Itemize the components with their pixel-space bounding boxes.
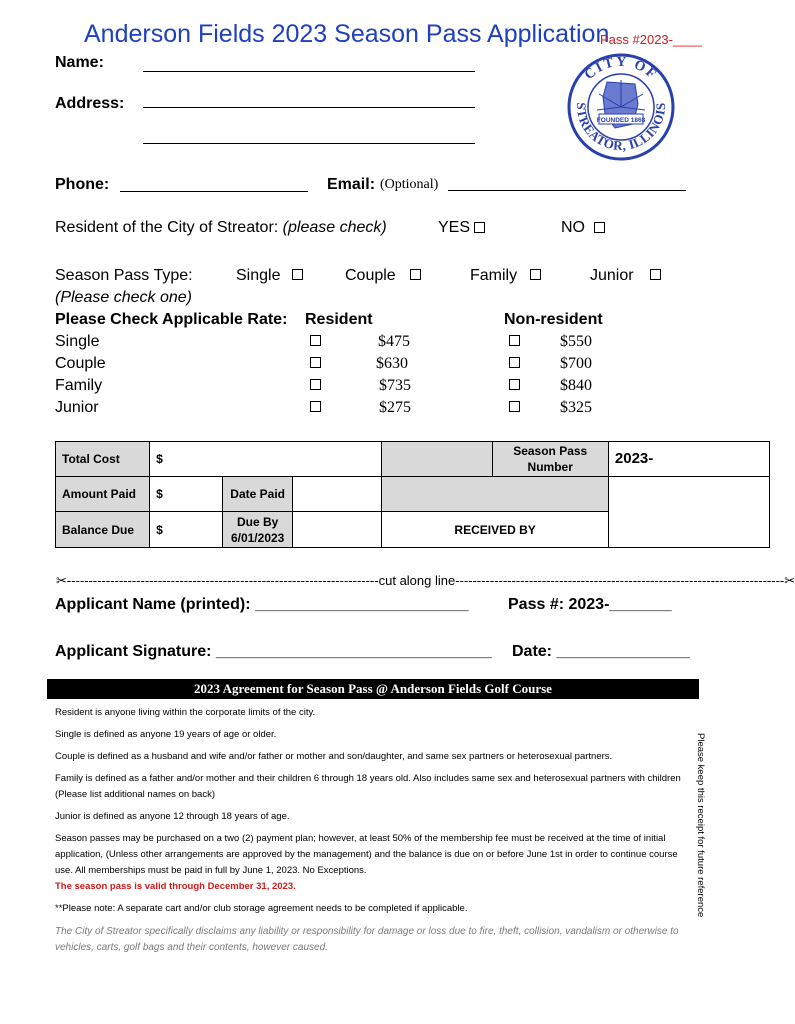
payment-table	[55, 441, 770, 548]
rate-single-nonresident-price: $550	[560, 333, 592, 350]
date-paid-label: Date Paid	[222, 477, 293, 512]
resident-no-label: NO	[561, 219, 585, 236]
pass-number-label: Pass #2023-____	[600, 32, 702, 47]
keep-receipt-note: Please keep this receipt for future reference	[695, 733, 706, 918]
scissors-icon-left: ✂	[56, 573, 67, 588]
rate-family-nonresident-checkbox[interactable]	[509, 379, 520, 390]
rule-family: Family is defined as a father and/or mother and their children 6 through 18 years old. Also includes same sex and heterosexual partners with children (Please list additional names on back)	[55, 773, 681, 800]
resident-no-checkbox[interactable]	[594, 222, 605, 233]
applicant-signature-field[interactable]: Applicant Signature: _______________________________	[55, 643, 492, 660]
email-optional-hint: (Optional)	[380, 177, 439, 192]
rate-junior-resident-price: $275	[379, 399, 411, 416]
address-line-2[interactable]	[143, 143, 475, 144]
storage-note: **Please note: A separate cart and/or club storage agreement needs to be completed if applicable.	[55, 903, 468, 914]
date-paid-cell[interactable]	[293, 477, 382, 512]
svg-text:FOUNDED 1868: FOUNDED 1868	[596, 117, 646, 124]
resident-question	[55, 219, 387, 237]
rate-single-nonresident-checkbox[interactable]	[509, 335, 520, 346]
rate-couple-resident-checkbox[interactable]	[310, 357, 321, 368]
amount-paid-cell[interactable]	[150, 477, 223, 512]
amount-paid-dollar: $	[156, 487, 163, 501]
balance-due-cell[interactable]	[150, 512, 223, 548]
email-line[interactable]	[448, 190, 686, 191]
rate-junior-resident-checkbox[interactable]	[310, 401, 321, 412]
signature-date-field[interactable]: Date: _______________	[512, 643, 690, 660]
rate-couple-resident-price: $630	[376, 355, 408, 372]
resident-hint: (please check)	[282, 219, 387, 236]
total-cost-cell[interactable]	[150, 442, 382, 477]
total-cost-spacer	[382, 442, 492, 477]
rate-family-nonresident-price: $840	[560, 377, 592, 394]
cut-line: ✂------------------------------------------------------------------------cut along line----------------------------------------------------------------------------✂	[56, 573, 795, 588]
cut-line-label: cut along line	[378, 573, 456, 588]
rate-type-junior: Junior	[55, 399, 99, 416]
nonresident-column-header: Non-resident	[504, 311, 603, 328]
rule-single: Single is defined as anyone 19 years of age or older.	[55, 729, 277, 740]
amount-paid-label: Amount Paid	[56, 477, 150, 512]
pass-type-junior-checkbox[interactable]	[650, 269, 661, 280]
rate-type-couple: Couple	[55, 355, 106, 372]
rate-single-resident-checkbox[interactable]	[310, 335, 321, 346]
scissors-icon-right: ✂	[784, 573, 795, 588]
validity-note: The season pass is valid through December 31, 2023.	[55, 881, 296, 892]
resident-label: Resident of the City of Streator:	[55, 219, 279, 236]
balance-due-label: Balance Due	[56, 512, 150, 548]
pass-type-single-checkbox[interactable]	[292, 269, 303, 280]
due-by-cell[interactable]	[293, 512, 382, 548]
svg-text:CITY OF: CITY OF	[581, 54, 661, 84]
pass-type-label: Season Pass Type:	[55, 267, 193, 284]
svg-text:STREATOR, ILLINOIS: STREATOR, ILLINOIS	[573, 102, 669, 154]
pass-type-couple-checkbox[interactable]	[410, 269, 421, 280]
pass-type-couple-label: Couple	[345, 267, 396, 284]
season-pass-number-label: Season Pass Number	[492, 442, 608, 477]
rate-couple-nonresident-checkbox[interactable]	[509, 357, 520, 368]
phone-label: Phone:	[55, 176, 110, 193]
pass-type-family-label: Family	[470, 267, 518, 284]
name-label: Name:	[55, 54, 104, 71]
pass-type-family-checkbox[interactable]	[530, 269, 541, 280]
rate-junior-nonresident-price: $325	[560, 399, 592, 416]
due-by-label: Due By 6/01/2023	[222, 512, 293, 548]
liability-disclaimer: The City of Streator specifically disclaims any liability or responsibility for damage or loss due to fire, theft, collision, vandalism or otherwise to vehicles, carts, golf bags and their contents, however caused.	[55, 926, 679, 953]
agreement-rules	[55, 705, 685, 956]
address-label: Address:	[55, 95, 125, 112]
address-line-1[interactable]	[143, 107, 475, 108]
page-title: Anderson Fields 2023 Season Pass Application	[84, 20, 610, 48]
rule-junior: Junior is defined as anyone 12 through 18 years of age.	[55, 811, 290, 822]
rate-junior-nonresident-checkbox[interactable]	[509, 401, 520, 412]
rate-couple-nonresident-price: $700	[560, 355, 592, 372]
rule-resident: Resident is anyone living within the corporate limits of the city.	[55, 707, 316, 718]
city-seal-logo	[565, 52, 677, 162]
rule-payment-plan: Season passes may be purchased on a two (2) payment plan; however, at least 50% of the membership fee must be received at the time of initial application, (Unless other arrangements are approved by the management) and the balance is due on or before June 1st in order to continue course use. All memberships must be paid in full by June 1, 2023. No Exceptions.	[55, 833, 678, 876]
total-cost-label: Total Cost	[56, 442, 150, 477]
rates-label: Please Check Applicable Rate:	[55, 311, 288, 328]
email-label: Email:	[327, 176, 376, 193]
pass-type-hint: (Please check one)	[55, 289, 192, 306]
resident-yes-checkbox[interactable]	[474, 222, 485, 233]
pass-type-junior-label: Junior	[590, 267, 634, 284]
resident-column-header: Resident	[305, 311, 373, 328]
phone-line[interactable]	[120, 191, 308, 192]
received-by-cell[interactable]	[608, 477, 769, 548]
rate-type-family: Family	[55, 377, 103, 394]
rate-family-resident-checkbox[interactable]	[310, 379, 321, 390]
rate-family-resident-price: $735	[379, 377, 411, 394]
balance-due-dollar: $	[156, 522, 163, 537]
rule-couple: Couple is defined as a husband and wife and/or father or mother and son/daughter, and same sex partners or heterosexual partners.	[55, 751, 613, 762]
rate-single-resident-price: $475	[378, 333, 410, 350]
rate-type-single: Single	[55, 333, 100, 350]
resident-yes-label: YES	[438, 219, 471, 236]
agreement-title: 2023 Agreement for Season Pass @ Anderson Fields Golf Course	[47, 679, 699, 699]
name-line[interactable]	[143, 71, 475, 72]
season-pass-number-cell[interactable]: 2023-	[608, 442, 769, 477]
received-by-label: RECEIVED BY	[382, 512, 609, 548]
applicant-name-field[interactable]: Applicant Name (printed): ________________________	[55, 596, 469, 613]
pass-type-single-label: Single	[236, 267, 281, 284]
total-cost-dollar: $	[156, 452, 163, 466]
received-spacer	[382, 477, 609, 512]
receipt-pass-number-field[interactable]: Pass #: 2023-_______	[508, 596, 672, 613]
